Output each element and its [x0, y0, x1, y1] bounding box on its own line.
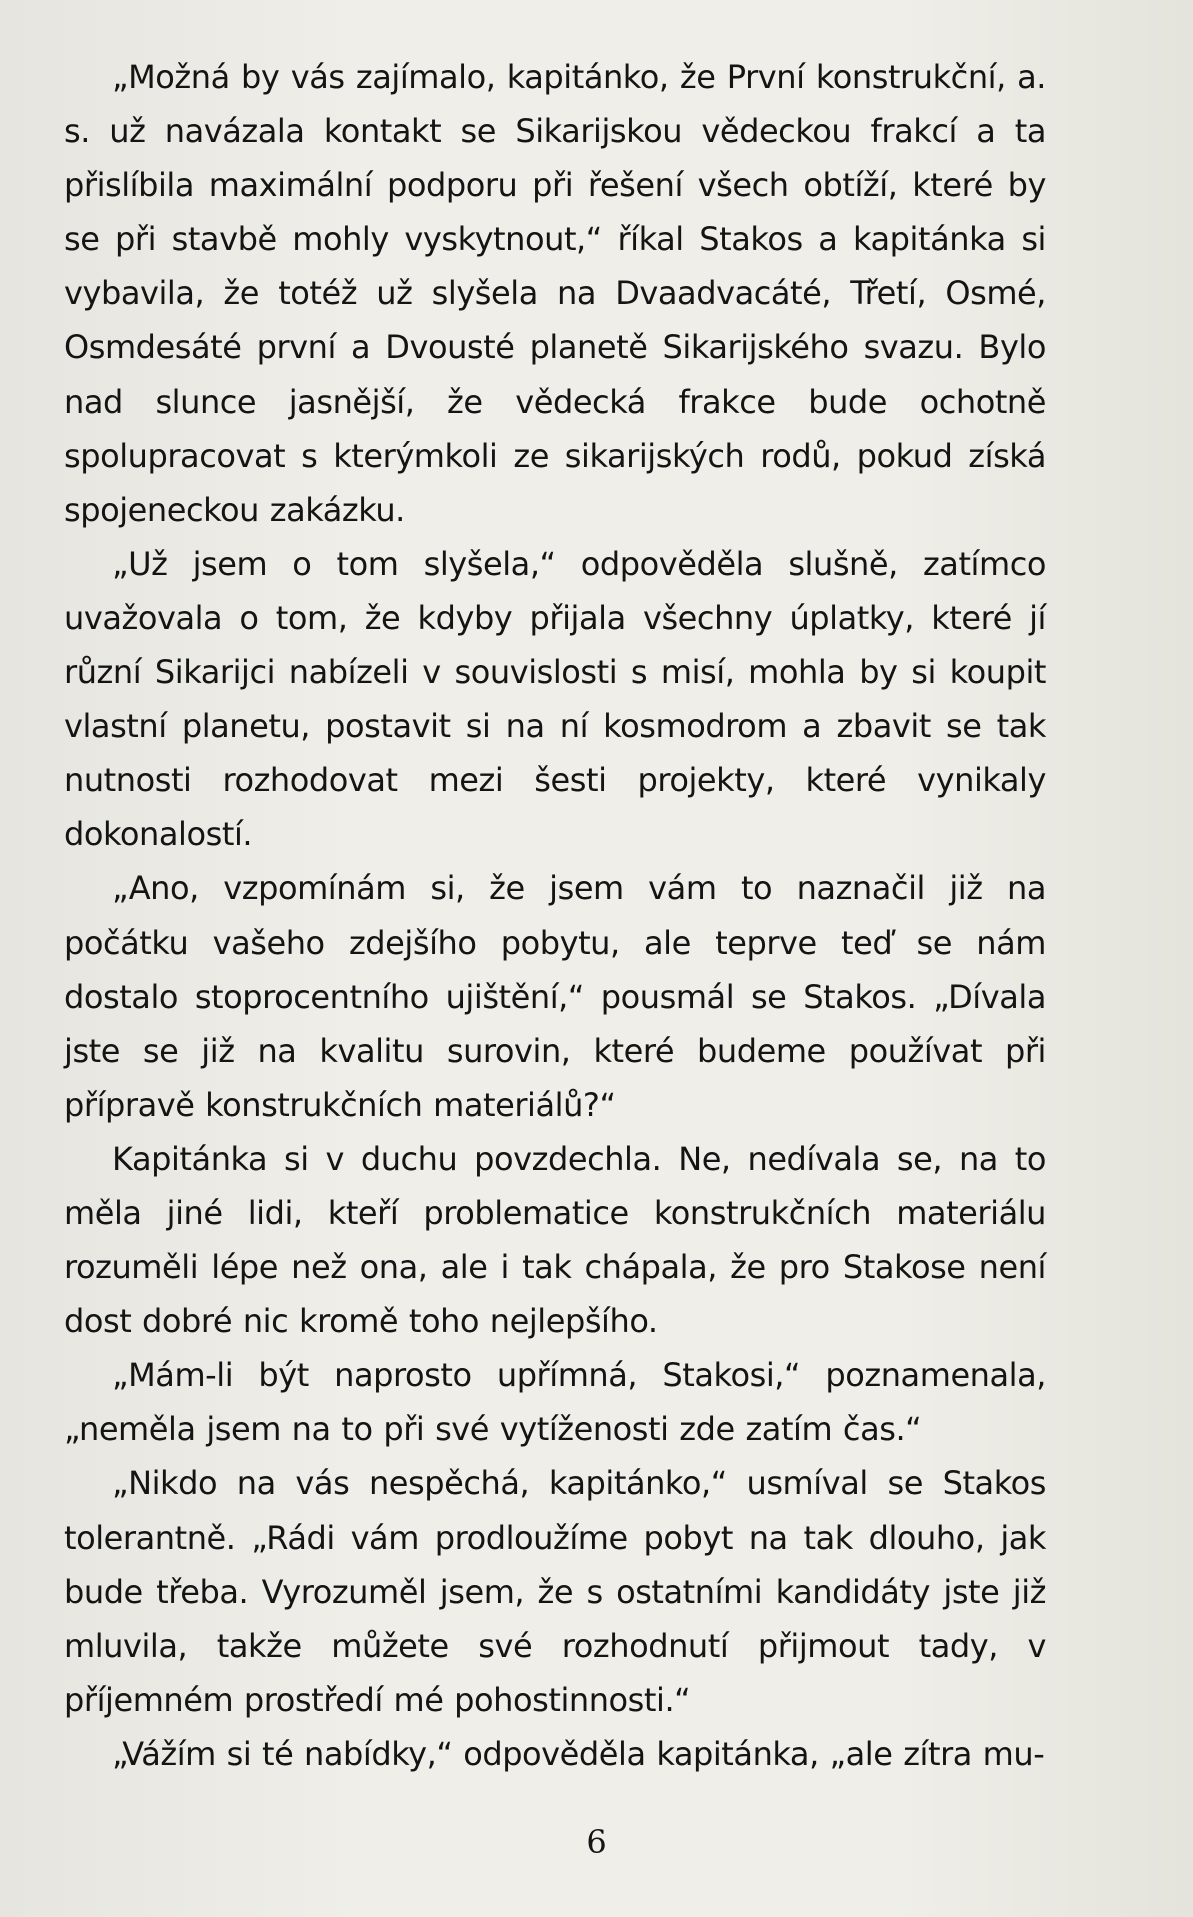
body-text — [64, 50, 1046, 1781]
paragraph: „Už jsem o tom slyšela,“ odpověděla slušně, zatímco uvažovala o tom, že kdyby přijala všechny úplatky, které jí různí Sikarijci nabízeli v souvislosti s misí, mohla by si koupit vlastní planetu, postavit si na ní kosmodrom a zbavit se tak nutnosti rozhodovat mezi šesti projekty, které vynikaly dokonalostí. — [64, 544, 1046, 854]
paragraph: „Nikdo na vás nespěchá, kapitánko,“ usmíval se Stakos tolerantně. „Rádi vám prodloužíme pobyt na tak dlouho, jak bude třeba. Vyrozuměl jsem, že s ostatními kandidáty jste již mluvila, takže můžete své rozhodnutí přijmout tady, v příjemném prostředí mé pohostinnosti.“ — [64, 1464, 1046, 1719]
paragraph: Kapitánka si v duchu povzdechla. Ne, nedívala se, na to měla jiné lidi, kteří problematice konstrukčních materiálu rozuměli lépe než ona, ale i tak chápala, že pro Stakose není dost dobré nic kromě toho nejlepšího. — [64, 1139, 1046, 1341]
page-number: 6 — [586, 1823, 607, 1861]
paragraph: „Vážím si té nabídky,“ odpověděla kapitánka, „ale zítra mu- — [112, 1734, 1045, 1773]
paragraph: „Mám-li být naprosto upřímná, Stakosi,“ poznamenala, „neměla jsem na to při své vytíženosti zde zatím čas.“ — [64, 1356, 1046, 1449]
paragraph: „Ano, vzpomínám si, že jsem vám to naznačil již na počátku vašeho zdejšího pobytu, ale teprve teď se nám dostalo stoprocentního ujištění,“ pousmál se Stakos. „Dívala jste se již na kvalitu surovin, které budeme používat při přípravě konstrukčních materiálů?“ — [64, 869, 1046, 1124]
paragraph: „Možná by vás zajímalo, kapitánko, že První konstrukční, a. s. už navázala kontakt se Sikarijskou vědeckou frakcí a ta přislíbila maximální podporu při řešení všech obtíží, které by se při stavbě mohly vyskytnout,“ říkal Stakos a kapitánka si vybavila, že totéž už slyšela na Dvaadvacáté, Třetí, Osmé, Osmdesáté první a Dvousté planetě Sikarijského svazu. Bylo nad slunce jasnější, že vědecká frakce bude ochotně spolupracovat s kterýmkoli ze sikarijských rodů, pokud získá spojeneckou zakázku. — [64, 58, 1046, 529]
